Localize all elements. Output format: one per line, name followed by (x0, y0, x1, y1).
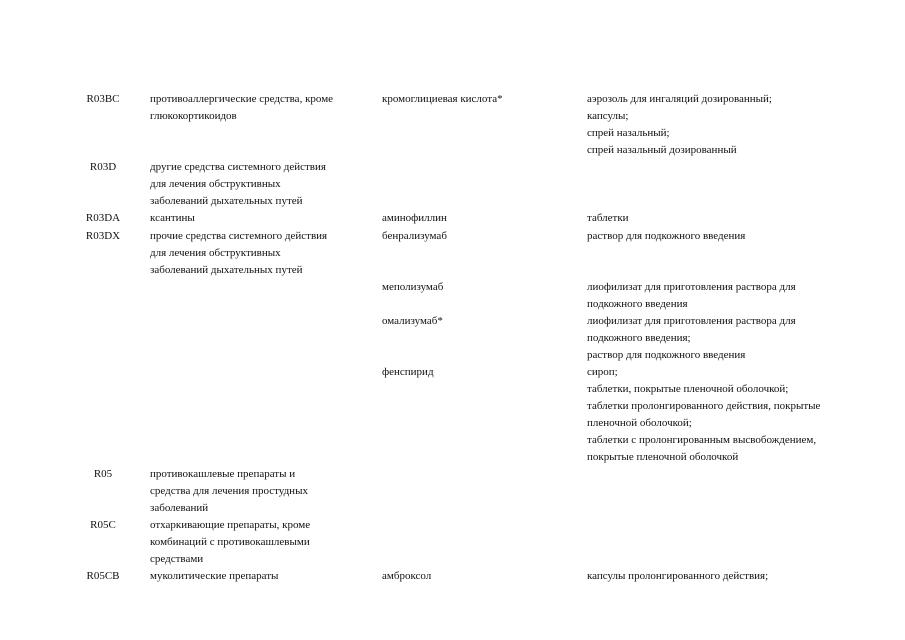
group-name-line: средства для лечения простудных (150, 485, 308, 497)
group-name-line: противоаллергические средства, кроме (150, 93, 334, 105)
atc-code: R03D (89, 161, 117, 173)
group-name-line: средствами (150, 553, 204, 565)
atc-code: R03BC (86, 93, 120, 105)
group-name-line: ксантины (150, 212, 195, 224)
group-name-line: противокашлевые препараты и (150, 468, 296, 480)
group-name-line: отхаркивающие препараты, кроме (150, 519, 311, 531)
group-name-line: комбинаций с противокашлевыми (150, 536, 310, 548)
dosage-form-line: раствор для подкожного введения (587, 349, 746, 361)
group-name-line: другие средства системного действия (150, 161, 326, 173)
dosage-form-line: подкожного введения (587, 298, 688, 310)
atc-code: R05C (90, 519, 116, 531)
atc-code: R05CB (86, 570, 120, 582)
dosage-form-line: таблетки пролонгированного действия, покрытые (587, 400, 821, 412)
group-name-line: муколитические препараты (150, 570, 279, 582)
group-name-line: заболеваний дыхательных путей (150, 195, 303, 207)
dosage-form-line: сироп; (587, 366, 618, 378)
drug-name: кромоглициевая кислота* (382, 93, 503, 105)
dosage-form-line: пленочной оболочкой; (587, 417, 692, 429)
group-name-line: заболеваний (150, 502, 209, 514)
group-name-line: для лечения обструктивных (150, 247, 281, 259)
atc-code: R03DX (85, 230, 121, 242)
drug-name: меполизумаб (382, 281, 444, 293)
dosage-form-line: капсулы; (587, 110, 629, 122)
group-name-line: заболеваний дыхательных путей (150, 264, 303, 276)
dosage-form-line: таблетки, покрытые пленочной оболочкой; (587, 383, 789, 395)
dosage-form-line: лиофилизат для приготовления раствора для (587, 281, 796, 293)
dosage-form-line: покрытые пленочной оболочкой (587, 451, 739, 463)
atc-code: R03DA (85, 212, 121, 224)
atc-code: R05 (93, 468, 113, 480)
dosage-form-line: подкожного введения; (587, 332, 691, 344)
dosage-form-line: таблетки (587, 212, 629, 224)
drug-name: аминофиллин (382, 212, 447, 224)
dosage-form-line: аэрозоль для ингаляций дозированный; (587, 93, 772, 105)
drug-name: бенрализумаб (382, 230, 447, 242)
dosage-form-line: таблетки с пролонгированным высвобождением, (587, 434, 817, 446)
drug-name: амброксол (382, 570, 432, 582)
dosage-form-line: капсулы пролонгированного действия; (587, 570, 769, 582)
dosage-form-line: спрей назальный дозированный (587, 144, 737, 156)
group-name-line: для лечения обструктивных (150, 178, 281, 190)
drug-name: омализумаб* (382, 315, 443, 327)
dosage-form-line: спрей назальный; (587, 127, 670, 139)
dosage-form-line: раствор для подкожного введения (587, 230, 746, 242)
group-name-line: прочие средства системного действия (150, 230, 328, 242)
group-name-line: глюкокортикоидов (150, 110, 237, 122)
drug-name: фенспирид (382, 366, 434, 378)
dosage-form-line: лиофилизат для приготовления раствора для (587, 315, 796, 327)
